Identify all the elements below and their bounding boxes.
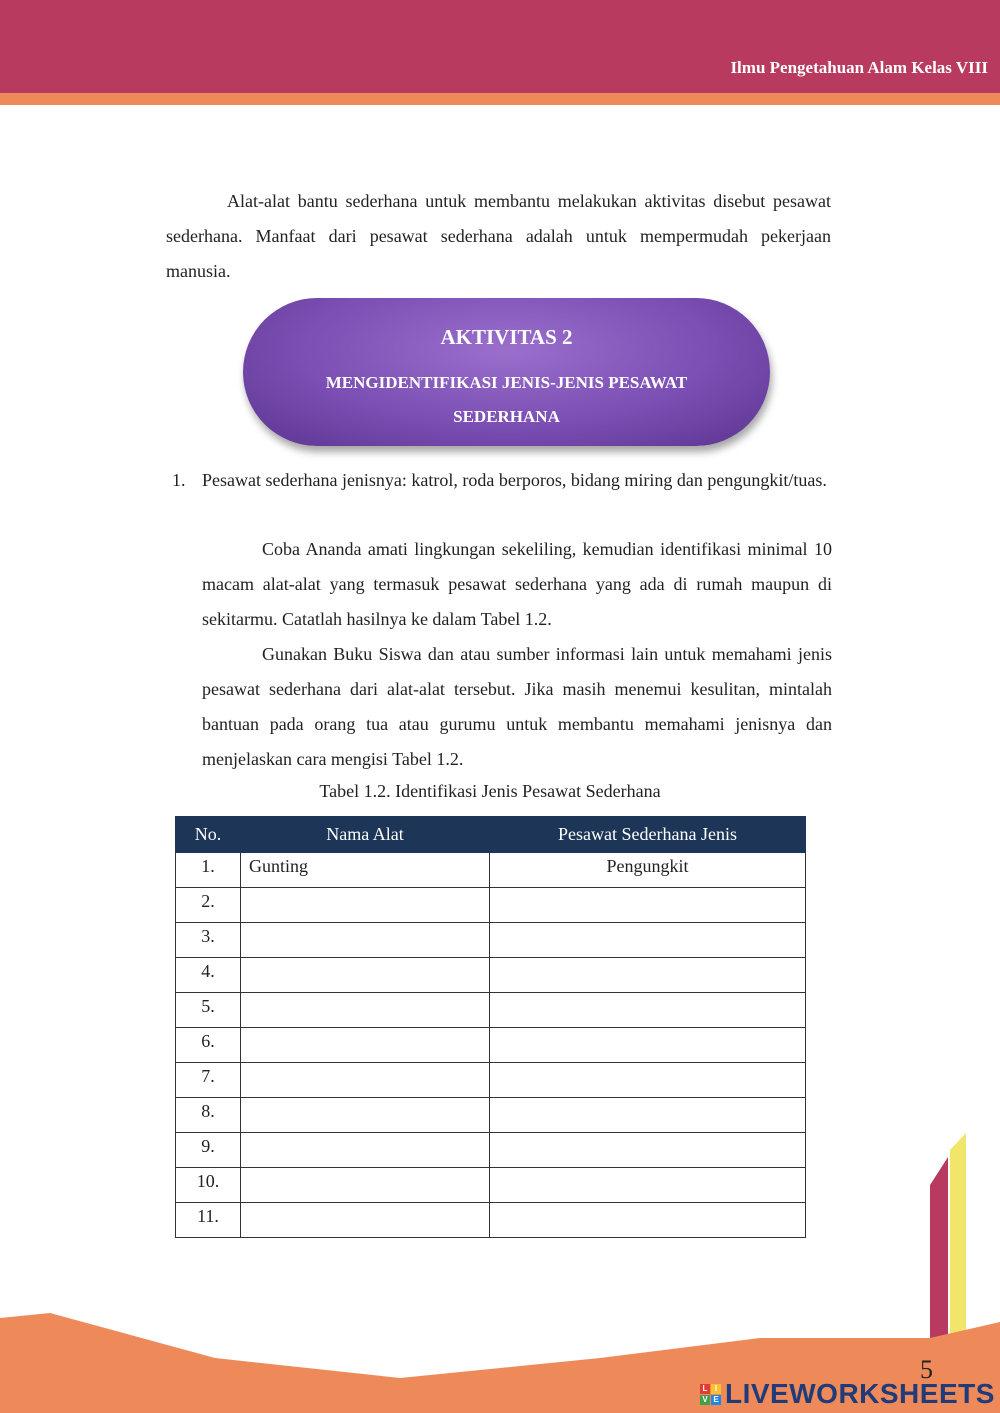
cell-no: 5. <box>176 993 241 1028</box>
footer-yellow-ribbon <box>950 1133 966 1335</box>
cell-no: 2. <box>176 888 241 923</box>
cell-no: 3. <box>176 923 241 958</box>
cell-no: 7. <box>176 1063 241 1098</box>
instruction-paragraph: Coba Ananda amati lingkungan sekeliling, kemudian identifikasi minimal 10 macam alat-alat yang termasuk pesawat sederhana yang ada di rumah maupun di sekitarmu. Catatlah hasilnya ke dalam Tabel 1.2. <box>202 539 832 629</box>
liveworksheets-icon: L I V E <box>700 1384 721 1405</box>
footer-red-ribbon <box>930 1157 948 1340</box>
cell-no: 10. <box>176 1168 241 1203</box>
cell-jenis[interactable]: Pengungkit <box>490 853 806 888</box>
list-number: 1. <box>172 470 186 490</box>
cell-nama[interactable]: Gunting <box>241 853 490 888</box>
cell-no: 9. <box>176 1133 241 1168</box>
page-number: 5 <box>920 1355 933 1384</box>
activity-title: AKTIVITAS 2 <box>440 325 573 349</box>
cell-no: 11. <box>176 1203 241 1238</box>
cell-no: 6. <box>176 1028 241 1063</box>
table-caption: Tabel 1.2. Identifikasi Jenis Pesawat Sederhana <box>319 781 661 801</box>
liveworksheets-logo[interactable] <box>700 1378 995 1410</box>
liveworksheets-text: LIVEWORKSHEETS <box>725 1378 995 1409</box>
cell-no: 8. <box>176 1098 241 1133</box>
intro-paragraph: Alat-alat bantu sederhana untuk membantu melakukan aktivitas disebut pesawat sederhana. Manfaat dari pesawat sederhana adalah untuk mempermudah pekerjaan manusia. <box>166 191 831 281</box>
cell-no: 1. <box>176 853 241 888</box>
header-no: No. <box>176 817 241 853</box>
header-jenis: Pesawat Sederhana Jenis <box>490 817 806 853</box>
list-item-text: Pesawat sederhana jenisnya: katrol, roda berporos, bidang miring dan pengungkit/tuas. <box>202 470 827 490</box>
activity-subtitle: MENGIDENTIFIKASI JENIS-JENIS PESAWAT SEDERHANA <box>325 373 688 426</box>
header-nama-alat: Nama Alat <box>241 817 490 853</box>
cell-no: 4. <box>176 958 241 993</box>
header-title: Ilmu Pengetahuan Alam Kelas VIII <box>730 58 988 77</box>
instruction-paragraph-2: Gunakan Buku Siswa dan atau sumber informasi lain untuk memahami jenis pesawat sederhana dari alat-alat tersebut. Jika masih menemui kesulitan, mintalah bantuan pada orang tua atau gurumu untuk membantu memahami jenisnya dan menjelaskan cara mengisi Tabel 1.2. <box>202 644 832 769</box>
